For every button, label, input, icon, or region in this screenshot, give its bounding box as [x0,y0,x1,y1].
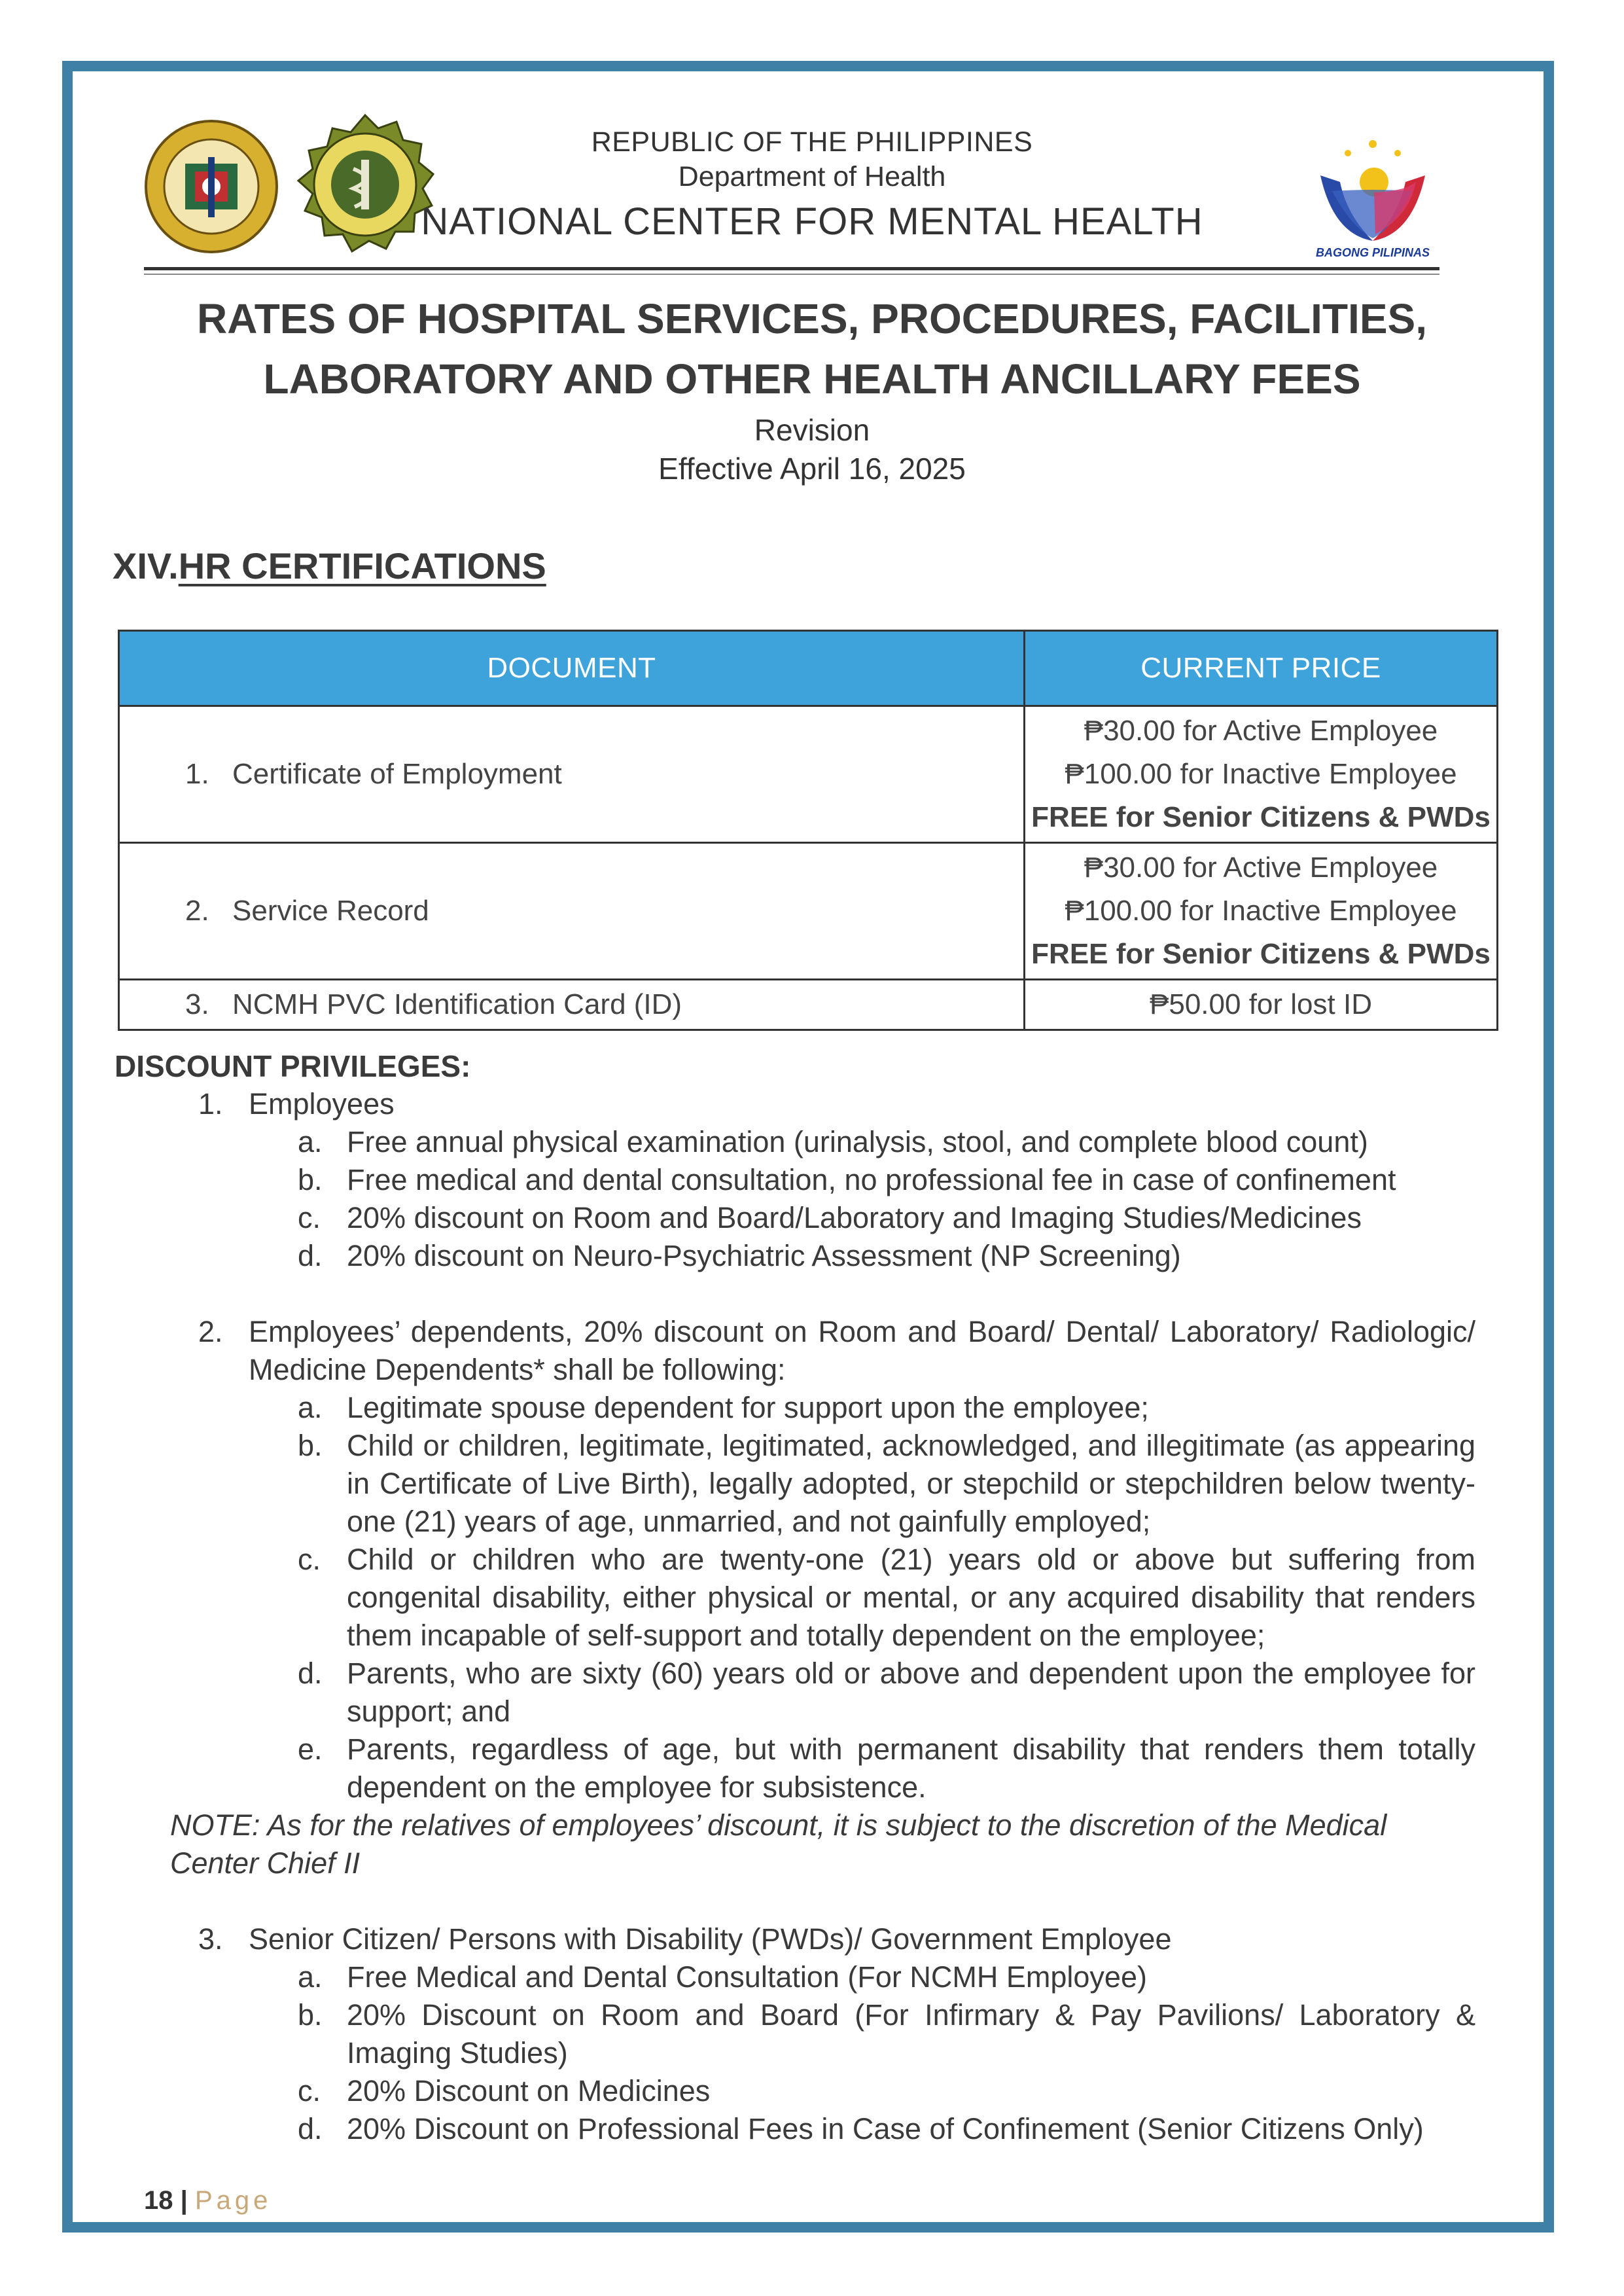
page-separator: | [180,2186,188,2215]
section-number: XIV. [113,545,179,586]
col-header-price: CURRENT PRICE [1025,631,1498,706]
list-letter: b. [298,1998,323,2032]
list-number: 1. [198,1087,223,1121]
list-item [115,1427,1475,1541]
list-letter: d. [298,2112,323,2145]
document-name: Service Record [232,895,429,927]
discount-group-senior-pwd [115,1920,1475,1958]
bagong-pilipinas-logo [1314,136,1432,260]
price-cell [1025,980,1498,1030]
document-cell [119,980,1025,1030]
row-number: 1. [185,758,209,790]
price-cell [1025,843,1498,980]
col-header-document: DOCUMENT [119,631,1025,706]
header-institution: NATIONAL CENTER FOR MENTAL HEALTH [421,200,1203,243]
price-line-free: FREE for Senior Citizens & PWDs [1031,938,1491,970]
list-letter: a. [298,1391,323,1424]
row-number: 2. [185,895,209,927]
fees-table [118,630,1498,1031]
spacer [115,1882,1475,1920]
list-letter: a. [298,1960,323,1994]
spacer [115,1275,1475,1313]
list-number: 2. [198,1315,223,1348]
price-line: ₱50.00 for lost ID [1150,988,1372,1020]
table-header-row [119,631,1498,706]
list-item [115,1996,1475,2072]
header-department: Department of Health [678,161,946,192]
page-footer [144,2186,272,2215]
price-line: ₱30.00 for Active Employee [1084,852,1438,884]
list-letter: d. [298,1239,323,1272]
doc-title-line1: RATES OF HOSPITAL SERVICES, PROCEDURES, FACILITIES, [197,295,1427,342]
discount-note: NOTE: As for the relatives of employees’ discount, it is subject to the discretion of the Medical Center Chief II [170,1808,1387,1880]
document-name: NCMH PVC Identification Card (ID) [232,988,682,1020]
page-label: Page [194,2186,272,2215]
section-title: HR CERTIFICATIONS [178,545,546,586]
list-text: Child or children, legitimate, legitimated, acknowledged, and illegitimate (as appearing in Certificate of Live Birth), legally adopted, or stepchild or stepchildren below twenty-one (21) years of age, unmarried, and not gainfully employed; [347,1429,1475,1538]
list-item [115,1199,1475,1237]
list-item [115,1237,1475,1275]
list-item [115,1731,1475,1806]
list-letter: c. [298,1543,321,1576]
doc-revision: Revision [754,413,870,447]
list-letter: b. [298,1163,323,1196]
discount-group-employees [115,1085,1475,1123]
list-text: 20% Discount on Room and Board (For Infirmary & Pay Pavilions/ Laboratory & Imaging Studies) [347,1998,1475,2070]
list-text: 20% discount on Neuro-Psychiatric Assessment (NP Screening) [347,1239,1181,1272]
list-letter: c. [298,2074,321,2108]
list-item [115,1123,1475,1161]
list-item [115,1389,1475,1427]
table-row [119,706,1498,843]
list-text: 20% discount on Room and Board/Laboratory and Imaging Studies/Medicines [347,1201,1362,1234]
header-country: REPUBLIC OF THE PHILIPPINES [591,126,1033,158]
header-rule-bottom [144,274,1439,275]
discount-heading: DISCOUNT PRIVILEGES: [115,1049,471,1083]
bagong-pilipinas-label: BAGONG PILIPINAS [1315,246,1430,259]
list-text: Free annual physical examination (urinalysis, stool, and complete blood count) [347,1125,1368,1158]
list-number: 3. [198,1922,223,1956]
document-name: Certificate of Employment [232,758,562,790]
price-line: ₱100.00 for Inactive Employee [1065,758,1457,790]
page-number: 18 [144,2186,173,2215]
list-item [115,1541,1475,1655]
list-text: Free Medical and Dental Consultation (For NCMH Employee) [347,1960,1147,1994]
list-letter: e. [298,1732,323,1766]
price-line: ₱30.00 for Active Employee [1084,715,1438,747]
group-label: Employees’ dependents, 20% discount on Room and Board/ Dental/ Laboratory/ Radiologic/ Medicine Dependents* shall be following: [249,1315,1475,1386]
list-text: Parents, regardless of age, but with permanent disability that renders them totally dependent on the employee for subsistence. [347,1732,1475,1804]
list-letter: a. [298,1125,323,1158]
document-cell [119,843,1025,980]
list-letter: c. [298,1201,321,1234]
document-cell [119,706,1025,843]
doc-effective-date: Effective April 16, 2025 [658,452,966,486]
list-text: 20% Discount on Medicines [347,2074,711,2108]
discount-group-dependents [115,1313,1475,1389]
group-label: Employees [249,1087,395,1121]
table-row [119,980,1498,1030]
discount-privileges [115,1047,1475,2148]
row-number: 3. [185,988,209,1020]
table-row [119,843,1498,980]
list-item [115,2110,1475,2148]
price-line: ₱100.00 for Inactive Employee [1065,895,1457,927]
section-heading [113,545,546,587]
group-label: Senior Citizen/ Persons with Disability (PWDs)/ Government Employee [249,1922,1172,1956]
price-cell [1025,706,1498,843]
list-text: Child or children who are twenty-one (21) years old or above but suffering from congenital disability, either physical or mental, or any acquired disability that renders them incapable of self-support and totally dependent on the employee; [347,1543,1475,1652]
list-letter: b. [298,1429,323,1462]
list-text: Free medical and dental consultation, no professional fee in case of confinement [347,1163,1396,1196]
price-line-free: FREE for Senior Citizens & PWDs [1031,801,1491,833]
list-text: 20% Discount on Professional Fees in Case of Confinement (Senior Citizens Only) [347,2112,1424,2145]
list-item [115,1958,1475,1996]
list-item [115,1161,1475,1199]
list-item [115,1655,1475,1731]
header-rule-top [144,267,1439,270]
list-text: Parents, who are sixty (60) years old or above and dependent upon the employee for support; and [347,1657,1475,1728]
doc-title-line2: LABORATORY AND OTHER HEALTH ANCILLARY FEES [263,355,1361,403]
list-text: Legitimate spouse dependent for support upon the employee; [347,1391,1149,1424]
list-letter: d. [298,1657,323,1690]
list-item [115,2072,1475,2110]
